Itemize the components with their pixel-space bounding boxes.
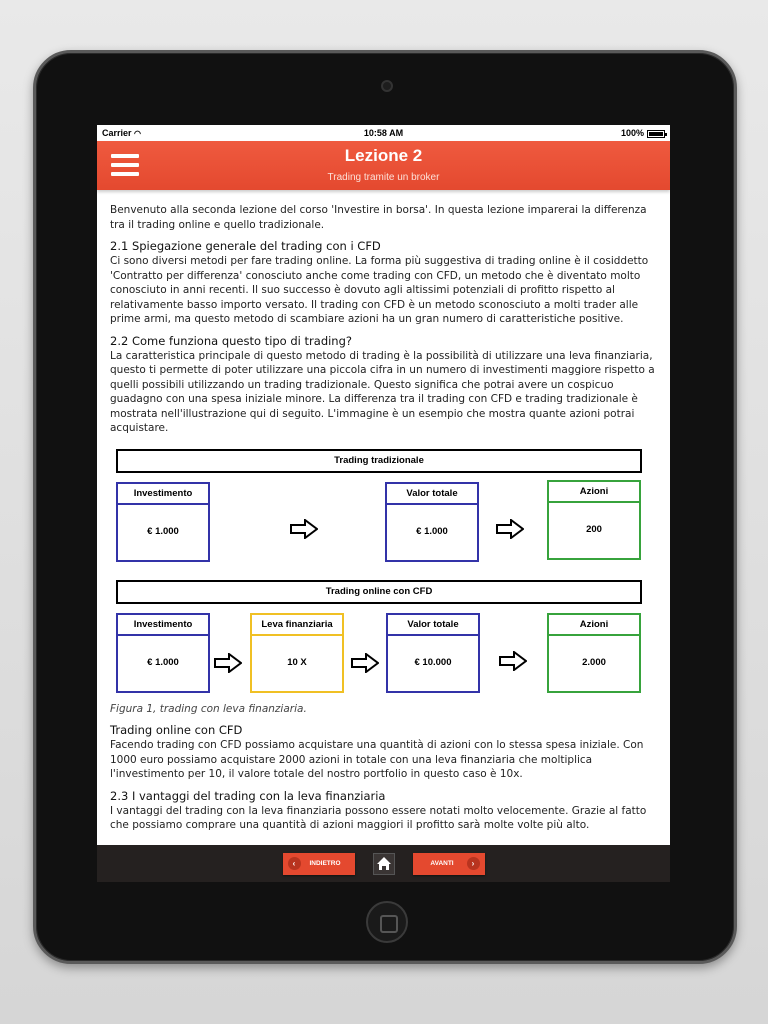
arrow-right-icon bbox=[214, 653, 242, 673]
box-label: Investimento bbox=[118, 615, 208, 636]
app-screen bbox=[97, 125, 670, 882]
box-value: € 1.000 bbox=[416, 525, 448, 537]
cfd-leva-box bbox=[250, 613, 344, 693]
arrow-right-icon bbox=[496, 519, 524, 539]
arrow-right-icon bbox=[499, 651, 527, 671]
section-2-3-title: 2.3 I vantaggi del trading con la leva finanziaria bbox=[110, 788, 386, 803]
box-label: Leva finanziaria bbox=[252, 615, 342, 636]
traditional-investimento-box bbox=[116, 482, 210, 562]
box-value: 2.000 bbox=[582, 656, 606, 668]
wifi-icon: ◠ bbox=[134, 129, 142, 138]
camera-icon bbox=[381, 80, 393, 92]
page-subtitle: Trading tramite un broker bbox=[327, 172, 440, 183]
battery-indicator: 100% bbox=[621, 128, 665, 138]
status-time: 10:58 AM bbox=[363, 128, 404, 138]
section-2-3-text: I vantaggi del trading con la leva finanziaria possono essere notati molto velocemente. Grazie al fatto che possiamo comprare una quantità di azioni maggiori il profitto sarà molte volte più alto. bbox=[110, 804, 647, 831]
prev-button-label: INDIETRO bbox=[309, 860, 341, 867]
traditional-valor-totale-box bbox=[385, 482, 479, 562]
app-header bbox=[97, 141, 670, 190]
lesson-content bbox=[97, 190, 670, 845]
arrow-right-icon bbox=[351, 653, 379, 673]
cfd-section-title: Trading online con CFD bbox=[110, 723, 243, 737]
chevron-left-icon: ‹ bbox=[288, 857, 301, 870]
box-value: € 10.000 bbox=[414, 656, 452, 668]
carrier-label: Carrier ◠ bbox=[102, 128, 142, 138]
cfd-banner: Trading online con CFD bbox=[116, 580, 642, 604]
next-button[interactable] bbox=[413, 853, 485, 875]
arrow-right-icon bbox=[290, 519, 318, 539]
traditional-azioni-box bbox=[547, 480, 641, 560]
section-2-2-title: 2.2 Come funziona questo tipo di trading? bbox=[110, 333, 352, 348]
traditional-banner: Trading tradizionale bbox=[116, 449, 642, 473]
trading-diagram bbox=[110, 443, 657, 697]
next-button-label: AVANTI bbox=[430, 860, 454, 867]
box-label: Azioni bbox=[549, 482, 639, 503]
box-value: 200 bbox=[586, 523, 602, 535]
status-bar bbox=[97, 125, 670, 141]
chevron-right-icon: › bbox=[467, 857, 480, 870]
section-2-1-text: Ci sono diversi metodi per fare trading online. La forma più suggestiva di trading online è il cosiddetto 'Contratto per differenza' conosciuto anche come trading con CFD, un metodo che è diventato molto conosciuto in anni recenti. Il suo successo è dovuto agli altissimi potenziali di profitto rispetto al relativamente basso importo versato. Il trading con CFD è un metodo sconosciuto a molti trader alle prime armi, ma questo metodo di scambiare azioni ha un gran numero di caratteristiche positive. bbox=[110, 255, 649, 325]
battery-icon bbox=[647, 130, 665, 138]
intro-text: Benvenuto alla seconda lezione del corso 'Investire in borsa'. In questa lezione imparerai la differenza tra il trading online e quello tradizionale. bbox=[110, 204, 647, 231]
bottom-nav-bar bbox=[97, 845, 670, 882]
cfd-section-text: Facendo trading con CFD possiamo acquistare una quantità di azioni con lo stessa spesa iniziale. Con 1000 euro possiamo acquistare 2000 azioni in totale con una leva finanziaria che moltiplica l'investimento per 10, il valore totale del nostro portfolio in questo caso è 10x. bbox=[110, 739, 644, 780]
box-label: Investimento bbox=[118, 484, 208, 505]
home-button[interactable] bbox=[373, 853, 395, 875]
box-label: Valor totale bbox=[388, 615, 478, 636]
cfd-investimento-box bbox=[116, 613, 210, 693]
cfd-valor-totale-box bbox=[386, 613, 480, 693]
section-2-1-title: 2.1 Spiegazione generale del trading con i CFD bbox=[110, 239, 381, 253]
box-label: Azioni bbox=[549, 615, 639, 636]
box-value: 10 X bbox=[287, 656, 307, 668]
box-value: € 1.000 bbox=[147, 656, 179, 668]
box-value: € 1.000 bbox=[147, 525, 179, 537]
device-home-button[interactable] bbox=[366, 901, 408, 943]
page-title: Lezione 2 bbox=[344, 146, 423, 165]
cfd-azioni-box bbox=[547, 613, 641, 693]
section-2-2-text: La caratteristica principale di questo metodo di trading è la possibilità di utilizzare una leva finanziaria, questo ti permette di poter utilizzare una piccola cifra in un numero di investimenti maggiore rispetto a quelli possibili utilizzando un trading tradizionale. Questo significa che potrai avere un cospicuo guadagno con una spesa iniziale minore. La differenza tra il trading con CFD e trading tradizionale è mostrata nell'illustrazione qui di seguito. L'immagine è un esempio che mostra quante azioni potrai acquistare. bbox=[110, 349, 655, 434]
prev-button[interactable] bbox=[283, 853, 355, 875]
home-icon bbox=[376, 856, 392, 871]
figure-caption: Figura 1, trading con leva finanziaria. bbox=[110, 702, 307, 715]
box-label: Valor totale bbox=[387, 484, 477, 505]
